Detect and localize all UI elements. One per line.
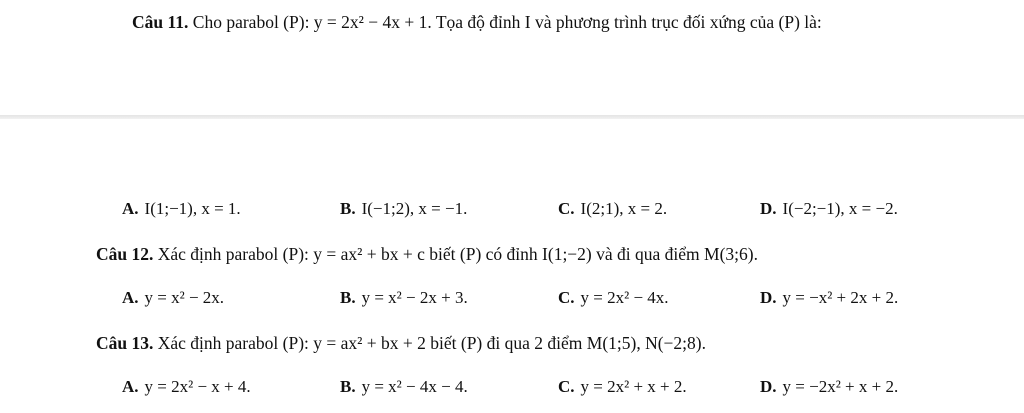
question-11-option-b: [340, 198, 467, 220]
option-label: A.: [122, 377, 139, 396]
question-13-label: Câu 13.: [96, 333, 154, 353]
question-11: [132, 11, 822, 33]
option-text: y = x² − 4x − 4.: [361, 377, 468, 396]
question-12-option-b: [340, 287, 468, 309]
question-13-text: Xác định parabol (P): y = ax² + bx + 2 biết (P) đi qua 2 điểm M(1;5), N(−2;8).: [157, 333, 706, 353]
option-label: C.: [558, 377, 575, 396]
question-13-option-d: [760, 376, 898, 398]
option-label: C.: [558, 199, 575, 218]
option-text: y = 2x² + x + 2.: [580, 377, 687, 396]
option-label: D.: [760, 288, 777, 307]
option-label: A.: [122, 199, 139, 218]
question-12-option-d: [760, 287, 898, 309]
question-13: [96, 332, 706, 354]
option-label: B.: [340, 199, 356, 218]
question-11-option-d: [760, 198, 898, 220]
question-11-text: Cho parabol (P): y = 2x² − 4x + 1. Tọa độ đỉnh I và phương trình trục đối xứng của (P) là:: [192, 12, 822, 32]
section-divider: [0, 115, 1024, 119]
option-label: B.: [340, 288, 356, 307]
option-text: y = x² − 2x.: [144, 288, 225, 307]
option-text: y = 2x² − x + 4.: [144, 377, 251, 396]
option-text: I(−1;2), x = −1.: [361, 199, 468, 218]
option-label: D.: [760, 199, 777, 218]
option-label: A.: [122, 288, 139, 307]
question-11-option-c: [558, 198, 667, 220]
question-12-label: Câu 12.: [96, 244, 154, 264]
question-11-option-a: [122, 198, 241, 220]
option-text: y = 2x² − 4x.: [580, 288, 669, 307]
question-12-option-c: [558, 287, 669, 309]
option-label: C.: [558, 288, 575, 307]
question-13-option-a: [122, 376, 251, 398]
question-12-option-a: [122, 287, 224, 309]
option-label: B.: [340, 377, 356, 396]
question-13-option-b: [340, 376, 468, 398]
option-text: I(2;1), x = 2.: [580, 199, 668, 218]
option-text: y = −2x² + x + 2.: [782, 377, 899, 396]
question-13-option-c: [558, 376, 687, 398]
question-12-text: Xác định parabol (P): y = ax² + bx + c biết (P) có đỉnh I(1;−2) và đi qua điểm M(3;6).: [157, 244, 758, 264]
option-text: y = −x² + 2x + 2.: [782, 288, 899, 307]
option-label: D.: [760, 377, 777, 396]
question-11-label: Câu 11.: [132, 12, 189, 32]
option-text: I(−2;−1), x = −2.: [782, 199, 898, 218]
option-text: I(1;−1), x = 1.: [144, 199, 241, 218]
option-text: y = x² − 2x + 3.: [361, 288, 468, 307]
question-12: [96, 243, 758, 265]
